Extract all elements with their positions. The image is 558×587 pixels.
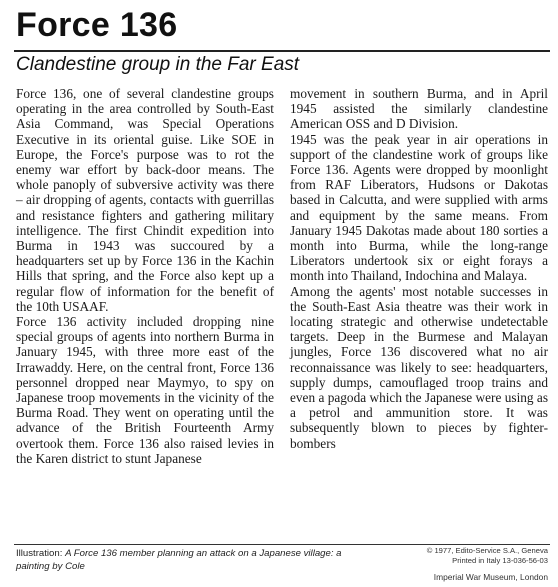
caption-label: Illustration: <box>16 548 66 559</box>
title-divider <box>14 50 550 52</box>
page-subtitle: Clandestine group in the Far East <box>16 54 300 75</box>
paragraph: Among the agents' most notable successes in the South-East Asia theatre was their work in locating strategic and otherwise undetectable targets. Deep in the Burmese and Malayan jungles, Force 136 discovered what no air reconnaissance was likely to see: headquarters, supply dumps, camouflaged troop trains and even a pagoda which the Japanese were using as a petrol and ammunition store. It was subsequently blown to pieces by fighter-bombers <box>290 283 548 451</box>
paragraph: Force 136, one of several clandestine groups operating in the area controlled by South-East Asia Command, was Special Operations Executive in its oriental guise. Like SOE in Europe, the Force's purpose was to rot the enemy war effort by back-door means. The whole panoply of subversive activity was there – air dropping of agents, contacts with guerrillas and resistance fighters and gathering military intelligence. The first Chindit expedition into Burma in 1943 was succoured by a headquarters set up by Force 136 in the Kachin Hills that spring, and the Force also kept up a regular flow of information for the benefit of the 10th USAAF. <box>16 86 274 314</box>
right-column <box>290 86 548 542</box>
print-code-text: Printed in Italy 13-036-56-03 <box>452 556 548 565</box>
credits <box>358 546 548 582</box>
paragraph: movement in southern Burma, and in April 1945 assisted the similarly clandestine American OSS and D Division. <box>290 86 548 132</box>
article-body <box>16 86 548 542</box>
caption-text: A Force 136 member planning an attack on a Japanese village: a painting by Cole <box>16 548 342 572</box>
footer-divider <box>14 544 550 545</box>
page-title: Force 136 <box>16 6 178 44</box>
paragraph: 1945 was the peak year in air operations in support of the clandestine work of groups like Force 136. Agents were dropped by moonlight from RAF Liberators, Hudsons or Dakotas based in Calcutta, and were supplied with arms and equipment by the same means. From January 1945 Dakotas made about 180 sorties a month into Burma, while the long-range Liberators undertook six or eight forays a month into Thailand, Indochina and Malaya. <box>290 131 548 284</box>
paragraph: Force 136 activity included dropping nine special groups of agents into northern Burma in January 1945, with three more east of the Irrawaddy. Here, on the central front, Force 136 personnel dropped near Maymyo, to spy on Japanese troop movements in the vicinity of the Burma Road. They went on operating until the advance of the British Fourteenth Army overtook them. Force 136 also raised levies in the Karen district to stunt Japanese <box>16 314 274 466</box>
left-column <box>16 86 274 542</box>
illustration-caption <box>16 548 361 573</box>
museum-credit: Imperial War Museum, London <box>433 572 548 582</box>
copyright-text: © 1977, Edito-Service S.A., Geneva <box>426 546 548 555</box>
